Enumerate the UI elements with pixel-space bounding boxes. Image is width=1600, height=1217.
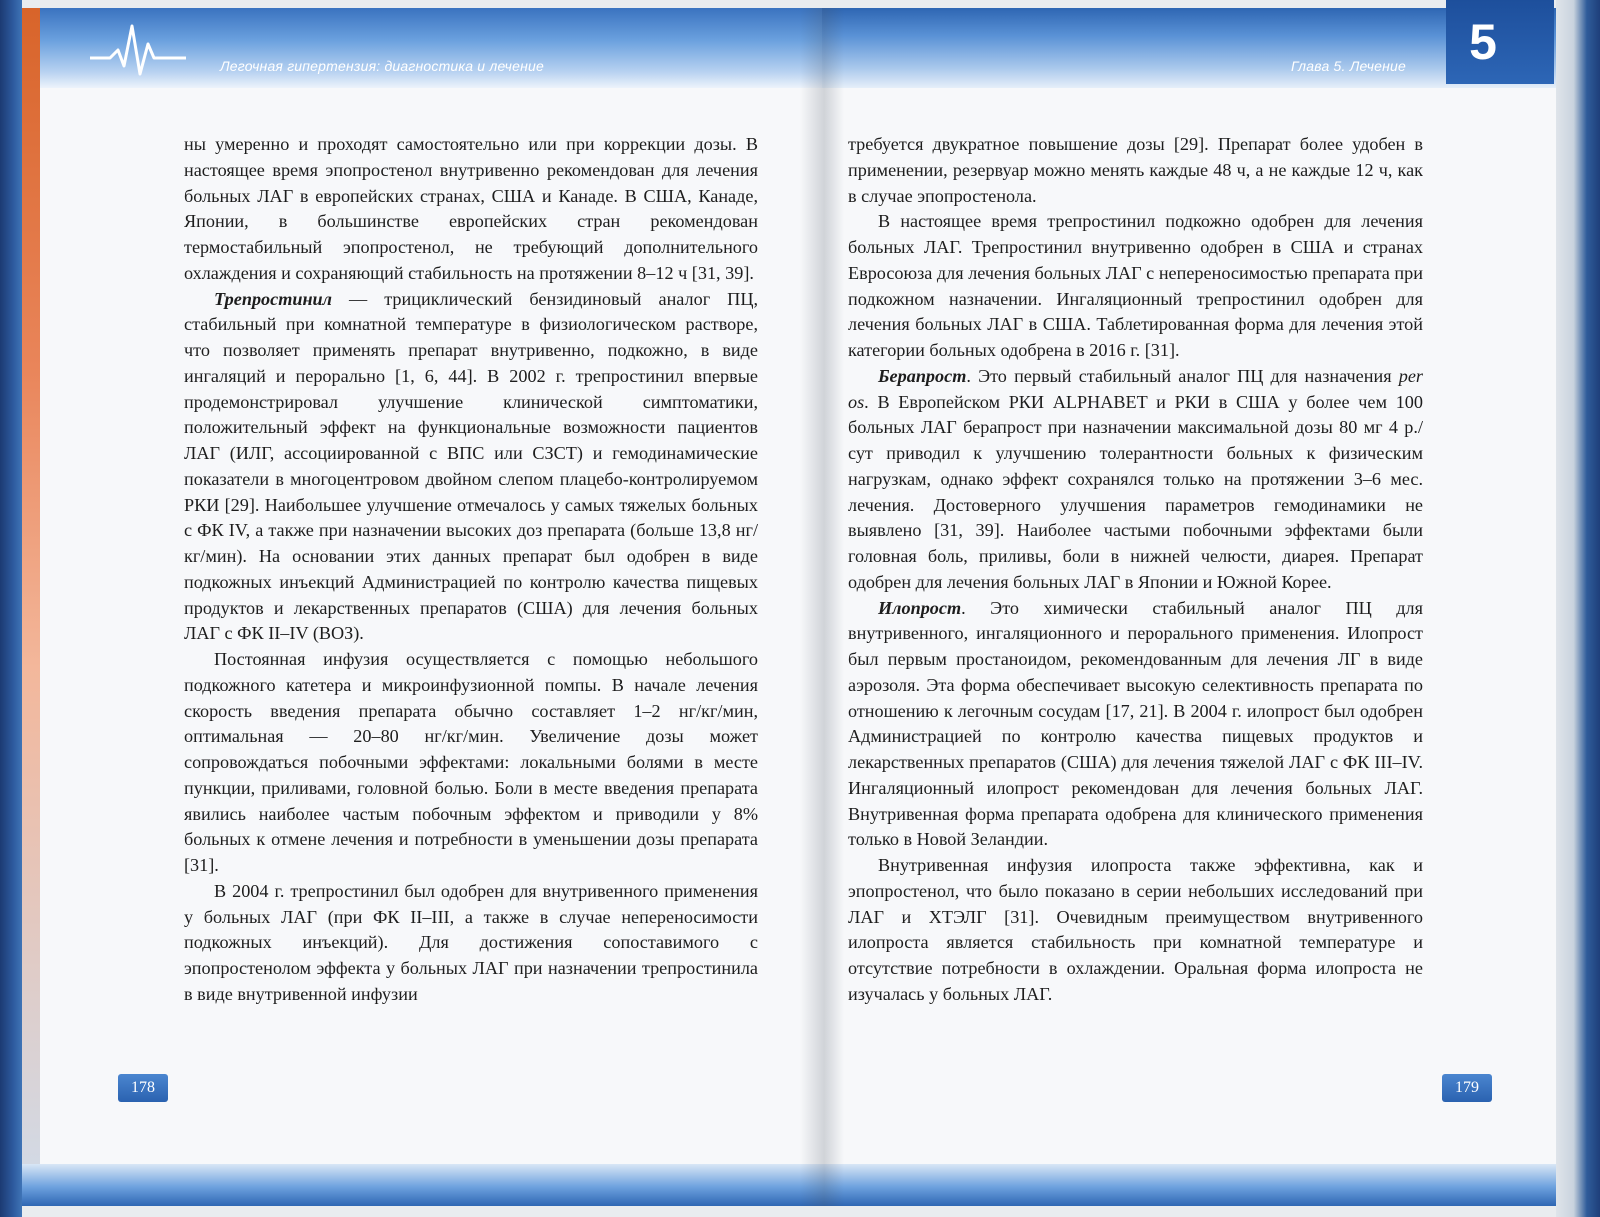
term-heading: Илопрост [878,597,962,618]
paragraph-text: В настоящее время трепростинил подкожно одобрен для лечения больных ЛАГ. Трепростинил внутривенно одобрен в США и странах Евросоюза для лечения больных ЛАГ с непереносимостью препарата при подкожном назначении. Ингаляционный трепростинил одобрен для лечения больных ЛАГ в США. Таблетированная форма для лечения этой категории больных одобрена в 2016 г. [31]. [848,211,1423,360]
right-page [822,8,1556,1206]
left-page-body [184,132,758,1008]
page-number: 178 [118,1074,168,1102]
paragraph [184,647,758,879]
paragraph-text: В 2004 г. трепростинил был одобрен для внутривенного применения у больных ЛАГ (при ФК II–III, а также в случае непереносимости подкожных инъекций). Для достижения сопоставимого с эпопростенолом эффекта у больных ЛАГ при назначении трепростинила в виде внутривенной инфузии [184,880,758,1004]
paragraph-text: ны умеренно и проходят самостоятельно или при коррекции дозы. В настоящее время эпопростенол внутривенно рекомендован для лечения больных ЛАГ в европейских странах, США и Канаде. В США, Канаде, Японии, в большинстве европейских стран рекомендован термостабильный эпопростенол, не требующий дополнительного охлаждения и сохраняющий стабильность на протяжении 8–12 ч [31, 39]. [184,134,758,283]
paragraph-text: требуется двукратное повышение дозы [29]. Препарат более удобен в применении, резервуар можно менять каждые 48 ч, а не каждые 12 ч, как в случае эпопростенола. [848,134,1423,206]
term-heading: Берапрост [878,365,967,386]
paragraph-text: Внутривенная инфузия илопроста также эффективна, как и эпопростенол, что было показано в серии небольших исследований при ЛАГ и ХТЭЛГ [31]. Очевидным преимуществом внутривенного илопроста является стабильность при комнатной температуре и отсутствие потребности в охлаждении. Оральная форма илопроста не изучалась у больных ЛАГ. [848,855,1423,1004]
paragraph-text: . Это химически стабильный аналог ПЦ для внутривенного, ингаляционного и перорального применения. Илопрост был первым простаноидом, рекомендованным для лечения ЛГ в виде аэрозоля. Эта форма обеспечивает высокую селективность препарата по отношению к легочным сосудам [17, 21]. В 2004 г. илопрост был одобрен Администрацией по контролю качества пищевых продуктов и лекарственных препаратов (США) для лечения тяжелой ЛАГ с ФК III–IV. Ингаляционный илопрост рекомендован для лечения больных ЛАГ. Внутривенная форма препарата одобрена для клинического применения только в Новой Зеландии. [848,597,1423,850]
paragraph [184,287,758,648]
book-edge-left [0,0,22,1217]
paragraph [848,853,1423,1008]
book-edge-right [1556,0,1600,1217]
paragraph [848,364,1423,596]
paragraph [848,209,1423,364]
paragraph [184,879,758,1008]
paragraph-text: . Это первый стабильный аналог ПЦ для назначения [966,365,1399,386]
right-page-body [848,132,1423,1008]
paragraph [848,596,1423,854]
left-page [22,8,822,1206]
paragraph [184,132,758,287]
running-title: Легочная гипертензия: диагностика и лечение [220,58,544,74]
left-orange-stripe [22,8,40,1206]
paragraph-text: — трициклический бензидиновый аналог ПЦ, стабильный при комнатной температуре в физиологическом растворе, что позволяет применять препарат внутривенно, подкожно, в виде ингаляций и перорально [1, 6, 44]. В 2002 г. трепростинил впервые продемонстрировал улучшение клинической симптоматики, положительный эффект на функциональные возможности пациентов ЛАГ (ИЛГ, ассоциированной с ВПС или СЗСТ) и гемодинамические показатели в многоцентровом двойном слепом плацебо-контролируемом РКИ [29]. Наибольшее улучшение отмечалось у самых тяжелых больных с ФК IV, а также при назначении высоких доз препарата (больше 13,8 нг/кг/мин). На основании этих данных препарат был одобрен в виде подкожных инъекций Администрацией по контролю качества пищевых продуктов и лекарственных препаратов (США) для лечения больных ЛАГ с ФК II–IV (ВОЗ). [184,288,758,644]
left-footer-band [22,1164,822,1206]
paragraph-text: Постоянная инфузия осуществляется с помощью небольшого подкожного катетера и микроинфузионной помпы. В начале лечения скорость введения препарата обычно составляет 1–2 нг/кг/мин, оптимальная — 20–80 нг/кг/мин. Увеличение дозы может сопровождаться побочными эффектами: локальными болями в месте пункции, приливами, головной болью. Боли в месте введения препарата явились наиболее частым побочным эффектом и приводили у 8% больных к отмене лечения и потребности в уменьшении дозы препарата [31]. [184,649,758,875]
right-footer-band [822,1164,1556,1206]
chapter-running-title: Глава 5. Лечение [1290,58,1406,74]
italic-phrase: per os [848,365,1423,412]
chapter-number: 5 [1469,14,1497,70]
paragraph-text: . В Европейском РКИ ALPHABET и РКИ в США у более чем 100 больных ЛАГ берапрост при назначении максимальной дозы 80 мг 4 р./сут приводил к улучшению толерантности больных к физическим нагрузкам, однако эффект сохранялся только на протяжении 3–6 мес. лечения. Достоверного улучшения параметров гемодинамики не выявлено [31, 39]. Наиболее частыми побочными эффектами были головная боль, приливы, боли в нижней челюсти, диарея. Препарат одобрен для лечения больных ЛАГ в Японии и Южной Корее. [848,391,1423,592]
page-number: 179 [1442,1074,1492,1102]
heartbeat-pulse-icon [90,20,186,78]
paragraph [848,132,1423,209]
term-heading: Трепростинил [214,288,333,309]
